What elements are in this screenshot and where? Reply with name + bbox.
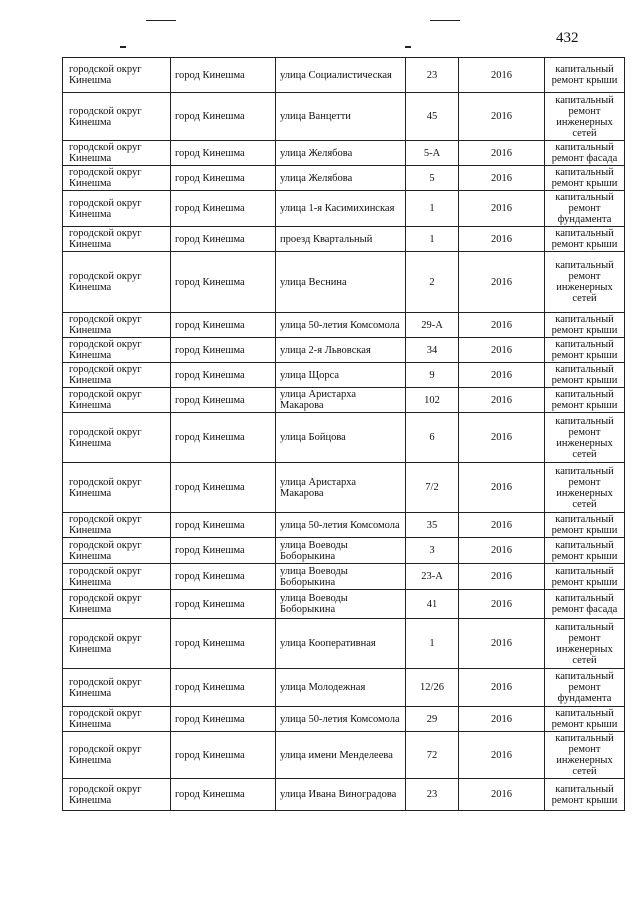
house-number-cell: 12/26 bbox=[406, 669, 459, 707]
settlement-cell: город Кинешма bbox=[171, 227, 276, 252]
street-cell: улица Аристарха Макарова bbox=[276, 463, 406, 513]
work-type-cell: капитальный ремонт крыши bbox=[545, 363, 625, 388]
table-row bbox=[63, 313, 625, 338]
scan-mark bbox=[146, 20, 176, 21]
settlement-cell: город Кинешма bbox=[171, 252, 276, 313]
house-number-cell: 3 bbox=[406, 538, 459, 564]
municipality-cell: городской округ Кинешма bbox=[63, 363, 171, 388]
scan-mark bbox=[430, 20, 460, 21]
house-number-cell: 9 bbox=[406, 363, 459, 388]
year-cell: 2016 bbox=[459, 338, 545, 363]
table-row bbox=[63, 669, 625, 707]
municipality-cell: городской округ Кинешма bbox=[63, 252, 171, 313]
municipality-cell: городской округ Кинешма bbox=[63, 141, 171, 166]
work-type-cell: капитальный ремонт крыши bbox=[545, 388, 625, 413]
settlement-cell: город Кинешма bbox=[171, 779, 276, 811]
settlement-cell: город Кинешма bbox=[171, 463, 276, 513]
street-cell: улица Ивана Виноградова bbox=[276, 779, 406, 811]
municipality-cell: городской округ Кинешма bbox=[63, 93, 171, 141]
registry-body bbox=[63, 58, 625, 811]
settlement-cell: город Кинешма bbox=[171, 191, 276, 227]
municipality-cell: городской округ Кинешма bbox=[63, 619, 171, 669]
table-row bbox=[63, 619, 625, 669]
street-cell: улица Молодежная bbox=[276, 669, 406, 707]
year-cell: 2016 bbox=[459, 779, 545, 811]
municipality-cell: городской округ Кинешма bbox=[63, 166, 171, 191]
street-cell: проезд Квартальный bbox=[276, 227, 406, 252]
settlement-cell: город Кинешма bbox=[171, 590, 276, 619]
municipality-cell: городской округ Кинешма bbox=[63, 338, 171, 363]
table-row bbox=[63, 227, 625, 252]
street-cell: улица Щорса bbox=[276, 363, 406, 388]
street-cell: улица 50-летия Комсомола bbox=[276, 313, 406, 338]
year-cell: 2016 bbox=[459, 732, 545, 779]
house-number-cell: 35 bbox=[406, 513, 459, 538]
year-cell: 2016 bbox=[459, 619, 545, 669]
settlement-cell: город Кинешма bbox=[171, 338, 276, 363]
municipality-cell: городской округ Кинешма bbox=[63, 779, 171, 811]
table-row bbox=[63, 590, 625, 619]
street-cell: улица Бойцова bbox=[276, 413, 406, 463]
settlement-cell: город Кинешма bbox=[171, 538, 276, 564]
house-number-cell: 29-А bbox=[406, 313, 459, 338]
work-type-cell: капитальный ремонт фундамента bbox=[545, 669, 625, 707]
year-cell: 2016 bbox=[459, 227, 545, 252]
municipality-cell: городской округ Кинешма bbox=[63, 707, 171, 732]
year-cell: 2016 bbox=[459, 141, 545, 166]
settlement-cell: город Кинешма bbox=[171, 363, 276, 388]
work-type-cell: капитальный ремонт крыши bbox=[545, 166, 625, 191]
settlement-cell: город Кинешма bbox=[171, 413, 276, 463]
year-cell: 2016 bbox=[459, 513, 545, 538]
municipality-cell: городской округ Кинешма bbox=[63, 538, 171, 564]
street-cell: улица 2-я Львовская bbox=[276, 338, 406, 363]
year-cell: 2016 bbox=[459, 538, 545, 564]
work-type-cell: капитальный ремонт фундамента bbox=[545, 191, 625, 227]
house-number-cell: 45 bbox=[406, 93, 459, 141]
work-type-cell: капитальный ремонт инженерных сетей bbox=[545, 252, 625, 313]
house-number-cell: 2 bbox=[406, 252, 459, 313]
house-number-cell: 5 bbox=[406, 166, 459, 191]
table-row bbox=[63, 779, 625, 811]
street-cell: улица Воеводы Боборыкина bbox=[276, 538, 406, 564]
table-row bbox=[63, 413, 625, 463]
settlement-cell: город Кинешма bbox=[171, 732, 276, 779]
table-row bbox=[63, 538, 625, 564]
settlement-cell: город Кинешма bbox=[171, 58, 276, 93]
municipality-cell: городской округ Кинешма bbox=[63, 590, 171, 619]
table-row bbox=[63, 93, 625, 141]
work-type-cell: капитальный ремонт фасада bbox=[545, 141, 625, 166]
municipality-cell: городской округ Кинешма bbox=[63, 58, 171, 93]
settlement-cell: город Кинешма bbox=[171, 513, 276, 538]
municipality-cell: городской округ Кинешма bbox=[63, 413, 171, 463]
table-row bbox=[63, 363, 625, 388]
work-type-cell: капитальный ремонт фасада bbox=[545, 590, 625, 619]
work-type-cell: капитальный ремонт крыши bbox=[545, 58, 625, 93]
house-number-cell: 23 bbox=[406, 779, 459, 811]
table-row bbox=[63, 252, 625, 313]
settlement-cell: город Кинешма bbox=[171, 313, 276, 338]
street-cell: улица 1-я Касимихинская bbox=[276, 191, 406, 227]
table-row bbox=[63, 463, 625, 513]
settlement-cell: город Кинешма bbox=[171, 619, 276, 669]
street-cell: улица Желябова bbox=[276, 166, 406, 191]
table-row bbox=[63, 513, 625, 538]
house-number-cell: 1 bbox=[406, 191, 459, 227]
work-type-cell: капитальный ремонт инженерных сетей bbox=[545, 732, 625, 779]
table-row bbox=[63, 191, 625, 227]
year-cell: 2016 bbox=[459, 252, 545, 313]
municipality-cell: городской округ Кинешма bbox=[63, 669, 171, 707]
house-number-cell: 23 bbox=[406, 58, 459, 93]
table-row bbox=[63, 388, 625, 413]
work-type-cell: капитальный ремонт инженерных сетей bbox=[545, 463, 625, 513]
street-cell: улица Аристарха Макарова bbox=[276, 388, 406, 413]
municipality-cell: городской округ Кинешма bbox=[63, 191, 171, 227]
year-cell: 2016 bbox=[459, 388, 545, 413]
year-cell: 2016 bbox=[459, 707, 545, 732]
work-type-cell: капитальный ремонт инженерных сетей bbox=[545, 93, 625, 141]
settlement-cell: город Кинешма bbox=[171, 141, 276, 166]
year-cell: 2016 bbox=[459, 58, 545, 93]
street-cell: улица Кооперативная bbox=[276, 619, 406, 669]
work-type-cell: капитальный ремонт крыши bbox=[545, 513, 625, 538]
page-number: 432 bbox=[556, 30, 579, 46]
year-cell: 2016 bbox=[459, 463, 545, 513]
house-number-cell: 29 bbox=[406, 707, 459, 732]
street-cell: улица 50-летия Комсомола bbox=[276, 707, 406, 732]
municipality-cell: городской округ Кинешма bbox=[63, 732, 171, 779]
municipality-cell: городской округ Кинешма bbox=[63, 388, 171, 413]
house-number-cell: 102 bbox=[406, 388, 459, 413]
work-type-cell: капитальный ремонт крыши bbox=[545, 779, 625, 811]
municipality-cell: городской округ Кинешма bbox=[63, 513, 171, 538]
street-cell: улица Веснина bbox=[276, 252, 406, 313]
registry-table bbox=[62, 57, 625, 811]
house-number-cell: 34 bbox=[406, 338, 459, 363]
work-type-cell: капитальный ремонт инженерных сетей bbox=[545, 413, 625, 463]
year-cell: 2016 bbox=[459, 313, 545, 338]
municipality-cell: городской округ Кинешма bbox=[63, 227, 171, 252]
house-number-cell: 6 bbox=[406, 413, 459, 463]
work-type-cell: капитальный ремонт крыши bbox=[545, 227, 625, 252]
year-cell: 2016 bbox=[459, 93, 545, 141]
table-row bbox=[63, 166, 625, 191]
settlement-cell: город Кинешма bbox=[171, 707, 276, 732]
settlement-cell: город Кинешма bbox=[171, 166, 276, 191]
house-number-cell: 1 bbox=[406, 227, 459, 252]
street-cell: улица Воеводы Боборыкина bbox=[276, 564, 406, 590]
street-cell: улица Ванцетти bbox=[276, 93, 406, 141]
scan-mark bbox=[405, 46, 411, 48]
work-type-cell: капитальный ремонт инженерных сетей bbox=[545, 619, 625, 669]
house-number-cell: 5-А bbox=[406, 141, 459, 166]
scan-mark bbox=[120, 46, 126, 48]
street-cell: улица Желябова bbox=[276, 141, 406, 166]
table-row bbox=[63, 732, 625, 779]
settlement-cell: город Кинешма bbox=[171, 388, 276, 413]
street-cell: улица Социалистическая bbox=[276, 58, 406, 93]
work-type-cell: капитальный ремонт крыши bbox=[545, 564, 625, 590]
work-type-cell: капитальный ремонт крыши bbox=[545, 313, 625, 338]
settlement-cell: город Кинешма bbox=[171, 564, 276, 590]
street-cell: улица 50-летия Комсомола bbox=[276, 513, 406, 538]
municipality-cell: городской округ Кинешма bbox=[63, 463, 171, 513]
house-number-cell: 41 bbox=[406, 590, 459, 619]
municipality-cell: городской округ Кинешма bbox=[63, 564, 171, 590]
year-cell: 2016 bbox=[459, 590, 545, 619]
table-row bbox=[63, 338, 625, 363]
settlement-cell: город Кинешма bbox=[171, 93, 276, 141]
table-row bbox=[63, 707, 625, 732]
house-number-cell: 1 bbox=[406, 619, 459, 669]
work-type-cell: капитальный ремонт крыши bbox=[545, 338, 625, 363]
year-cell: 2016 bbox=[459, 166, 545, 191]
year-cell: 2016 bbox=[459, 363, 545, 388]
street-cell: улица Воеводы Боборыкина bbox=[276, 590, 406, 619]
work-type-cell: капитальный ремонт крыши bbox=[545, 538, 625, 564]
year-cell: 2016 bbox=[459, 564, 545, 590]
work-type-cell: капитальный ремонт крыши bbox=[545, 707, 625, 732]
table-row bbox=[63, 58, 625, 93]
street-cell: улица имени Менделеева bbox=[276, 732, 406, 779]
table-row bbox=[63, 141, 625, 166]
year-cell: 2016 bbox=[459, 191, 545, 227]
house-number-cell: 72 bbox=[406, 732, 459, 779]
house-number-cell: 23-А bbox=[406, 564, 459, 590]
municipality-cell: городской округ Кинешма bbox=[63, 313, 171, 338]
table-row bbox=[63, 564, 625, 590]
year-cell: 2016 bbox=[459, 669, 545, 707]
house-number-cell: 7/2 bbox=[406, 463, 459, 513]
settlement-cell: город Кинешма bbox=[171, 669, 276, 707]
year-cell: 2016 bbox=[459, 413, 545, 463]
